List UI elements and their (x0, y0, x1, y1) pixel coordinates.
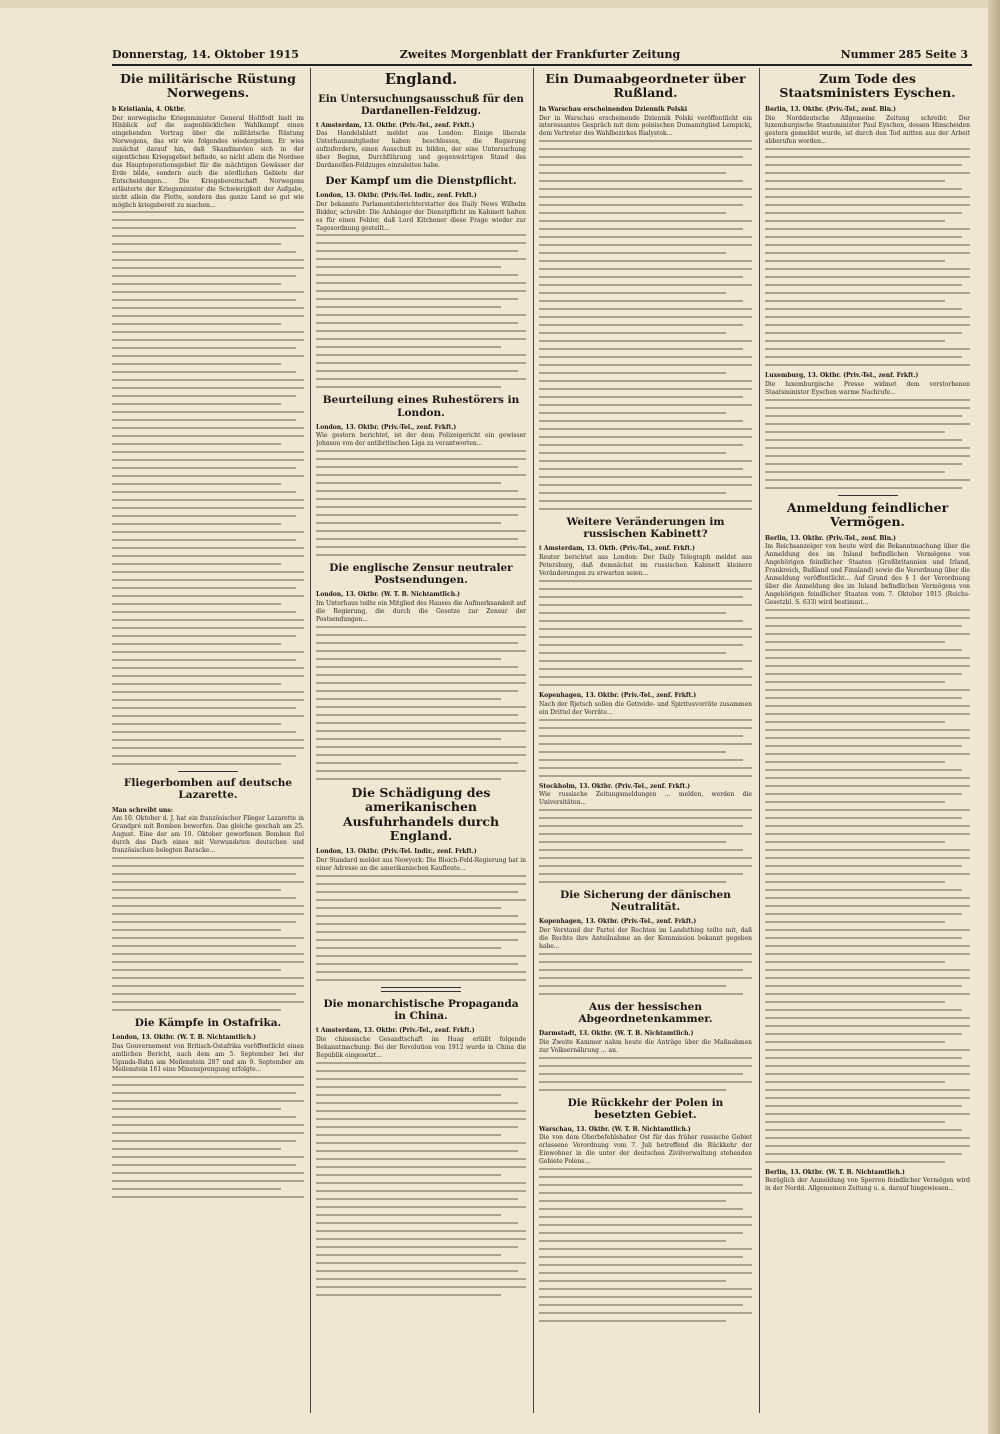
dateline: b Kristiania, 4. Oktbr. (112, 105, 186, 113)
headline: Der Kampf um die Dienstpflicht. (325, 175, 517, 187)
article-text: Wie russische Zeitungsmeldungen ... melden, werden die Universitäten... (539, 791, 752, 807)
headline: Ein Dumaabgeordneter über Rußland. (545, 71, 746, 101)
article-copenhagen (539, 692, 752, 777)
article-text: Das Gouvernement von Britisch-Ostafrika veröffentlicht einen amtlichen Bericht, nach dem am 5. September bei der Uganda-Bahn am Meilenstein 287 und am 9. September am Meilenstein 161 eine Minensprengung erfolgte... (112, 1042, 304, 1074)
article-text-continuation (316, 1062, 526, 1296)
article-norway (112, 72, 304, 765)
article-text-continuation (112, 857, 304, 1011)
article-text-continuation (316, 875, 526, 981)
headline: Die militärische Rüstung Norwegens. (120, 71, 296, 101)
article-text-continuation (539, 1057, 752, 1091)
article-poles-return (539, 1097, 752, 1323)
article-text: Nach der Rjetsch sollen die Getreide- und Spiritusvorräte zusammen ein Drittel der Vorräte... (539, 700, 752, 716)
article-text: Die Norddeutsche Allgemeine Zeitung schreibt: Der luxemburgische Staatsminister Paul Eyschen, dessen Hinscheiden gestern gemeldet wurde, ist durch den Tod mitten aus der Arbeit abberufen worden... (765, 114, 970, 146)
article-text-continuation (539, 580, 752, 686)
article-text: Der in Warschau erscheinende Dziennik Polski veröffentlicht ein interessantes Gespräch mit dem polnischen Dumamitglied Lempicki, dem Vertreter des Wahlbezirkes Bialystok... (539, 114, 752, 138)
headline: Die Rückkehr der Polen in besetzten Gebiet. (567, 1096, 724, 1121)
subhead: Ein Untersuchungsausschuß für den Dardanellen-Feldzug. (318, 93, 524, 117)
dateline: t Amsterdam, 13. Oktb. (Priv.-Tel., zenf. Frkft.) (539, 545, 695, 553)
page-right-edge (988, 0, 1000, 1434)
dateline: Warschau, 13. Oktbr. (W. T. B. Nichtamtlich.) (539, 1125, 691, 1133)
article-text-continuation (539, 1168, 752, 1322)
headline: Aus der hessischen Abgeordnetenkammer. (578, 1000, 713, 1025)
headline: Anmeldung feindlicher Vermögen. (786, 499, 949, 530)
headline: Die Schädigung des amerikanischen Ausfuhrhandels durch England. (342, 784, 500, 843)
article-text-continuation (539, 953, 752, 995)
article-text-continuation (316, 626, 526, 780)
column-2 (316, 70, 526, 1408)
headline: Weitere Veränderungen im russischen Kabinett? (566, 516, 725, 541)
article-luxemburg (765, 372, 970, 489)
article-china (316, 998, 526, 1296)
article-text: Die von dem Oberbefehlshaber Ost für das früher russische Gebiet erlassene Verordnung vom 7. Juli betreffend die Rückkehr der Einwohner in die unter der deutschen Zivilverwaltung stehenden Gebiete Polens... (539, 1134, 752, 1166)
dateline: Darmstadt, 13. Oktbr. (W. T. B. Nichtamtlich.) (539, 1029, 694, 1037)
article-text: Die chinesische Gesandtschaft im Haag erläßt folgende Bekanntmachung: Bei der Revolution von 1912 wurde in China die Republik eingesetzt... (316, 1035, 526, 1059)
article-text: Der Standard meldet aus Newyork: Die Bleich-Feld-Regierung hat in einer Adresse an die amerikanischen Kaufleute... (316, 857, 526, 873)
separator (838, 495, 898, 496)
article-text: Im Unterhaus teilte ein Mitglied des Hauses die Aufmerksamkeit auf die Regierung, die durch die Gesetze zur Zensur der Postsendungen... (316, 600, 526, 623)
column-rule (310, 68, 311, 1413)
article-london-trial (316, 394, 526, 556)
article-text: Am 10. Oktober d. J. hat ein französischer Flieger Lazarette in Grandpré mit Bomben beworfen. Das gleiche geschah am 25. August. Eine der am 10. Oktober geworfenen Bomben fiel durch das Dach eines mit Verwundeten deutschen und französischen belegten Baracke... (112, 815, 304, 854)
article-text-continuation (539, 719, 752, 777)
article-american-trade (316, 786, 526, 981)
article-text: Reuter berichtet aus London: Der Daily Telegraph meldet aus Petersburg, daß demnächst im russischen Kabinett kleinere Veränderungen zu erwarten seien... (539, 554, 752, 577)
article-text: Wie gestern berichtet, ist der dem Polizeigericht ein gewisser Johnson von der antibritischen Liga zu verantworten... (316, 432, 526, 448)
dateline: London, 13. Oktbr. (W. T. B. Nichtamtlich.) (316, 591, 460, 599)
article-stockholm (539, 783, 752, 884)
dateline: Kopenhagen, 13. Oktbr. (Priv.-Tel., zenf. Frkft.) (539, 691, 697, 699)
article-text-continuation (316, 234, 526, 388)
page-top-edge (0, 0, 1000, 8)
article-text: Der norwegische Kriegsminister General Holtfodt hielt im Hinblick auf die augenblicklichen Wahlkampf einen eingehenden Vortrag über die militärische Rüstung Norwegens, das wir wie folgendes wiedergeben. Er wies zunächst darauf hin, daß Skandinavien sich in der eigentlichen Kriegsgebiet befinde, so nicht allein die Nordsee das Hauptoperationsgebiet für die mächtigen Gewässer der Erde bilde, sondern auch die nördlichen Gebiete der Entscheidungen... Die Kriegsbereitschaft Norwegens erläuterte der Kriegsminister die Schwierigkeit der Aufgabe, nicht allein die Flotte, sondern das ganze Land so gut wie möglich kriegsbereit zu machen... (112, 114, 304, 209)
headline: Die englische Zensur neutraler Postsendungen. (329, 562, 513, 587)
article-berlin-note (765, 1169, 970, 1194)
subhead: Man schreibt uns: (112, 806, 174, 814)
dateline: In Warschau erscheinenden Dziennik Polski (539, 105, 688, 113)
separator (381, 987, 461, 992)
dateline: Luxemburg, 13. Oktbr. (Priv.-Tel., zenf. Frkft.) (765, 372, 919, 380)
headline: Zum Tode des Staatsministers Eyschen. (779, 71, 956, 101)
article-hesse (539, 1001, 752, 1091)
headline: England. (384, 71, 458, 88)
article-text: Das Handelsblatt meldet aus London: Einige liberale Unterhausmitglieder haben beschlossen, die Regierung aufzufordern, einen Ausschuß zu bilden, der eine Untersuchung über Beginn, Durchführung und gegenwärtigen Stand des Dardanellen-Feldzuges einzuleiten habe. (316, 130, 526, 170)
article-text-continuation (316, 450, 526, 556)
article-england (316, 72, 526, 170)
column-1 (112, 70, 304, 1408)
masthead-date: Donnerstag, 14. Oktober 1915 (112, 47, 299, 61)
article-text-continuation (539, 140, 752, 510)
article-text-continuation (112, 211, 304, 765)
article-east-africa (112, 1017, 304, 1198)
article-text-continuation (112, 1076, 304, 1198)
article-danish-neutrality (539, 889, 752, 995)
dateline: London, 13. Oktbr. (Priv.-Tel. Indir., zenf. Frkft.) (316, 848, 477, 856)
article-text: Der Vorstand der Partei der Rechten im Landsthing teilte mit, daß die Rechte ihre Anteilnahme an der Kommission bekannt gegeben habe... (539, 927, 752, 950)
article-text: Die luxemburgische Presse widmet dem verstorbenen Staatsminister Eyschen warme Nachrufe... (765, 380, 970, 396)
column-3 (539, 70, 752, 1408)
dateline: London, 13. Oktbr. (W. T. B. Nichtamtlich.) (112, 1033, 256, 1041)
article-text-continuation (539, 809, 752, 883)
column-4 (765, 70, 970, 1408)
article-text: Bezüglich der Anmeldung von Sperren feindlicher Vermögen wird in der Nordd. Allgemeinen Zeitung u. a. darauf hingewiesen... (765, 1177, 970, 1193)
article-text: Der bekannte Parlamentsberichterstatter des Daily News Wilhelm Bidder, schreibt: Die Anhänger der Dienstpflicht im Kabinett halten es für einen Fehler, daß Lord Kitchener diese Frage wieder zur Tagesordnung gestellt... (316, 200, 526, 232)
headline: Die monarchistische Propaganda in China. (323, 997, 519, 1023)
article-duma (539, 72, 752, 510)
dateline: Stockholm, 13. Oktbr. (Priv.-Tel., zenf. Frkft.) (539, 782, 691, 790)
article-conscription (316, 175, 526, 388)
article-text-continuation (765, 399, 970, 489)
article-text-continuation (765, 148, 970, 366)
dateline: London, 13. Oktbr. (Priv.-Tel., zenf. Frkft.) (316, 423, 457, 431)
article-text: Die Zweite Kammer nahm heute die Anträge über die Maßnahmen zur Volksernährung ... an. (539, 1038, 752, 1054)
column-rule (759, 68, 760, 1413)
headline: Die Sicherung der dänischen Neutralität. (560, 889, 731, 914)
dateline: Berlin, 13. Oktbr. (Priv.-Tel., zenf. Bln.) (765, 534, 896, 542)
dateline: t Amsterdam, 13. Oktbr. (Priv.-Tel., zenf. Frkft.) (316, 121, 475, 129)
headline: Die Kämpfe in Ostafrika. (134, 1016, 282, 1029)
masthead (112, 46, 968, 62)
article-cabinet (539, 516, 752, 686)
dateline: Berlin, 13. Oktbr. (W. T. B. Nichtamtlich.) (765, 1168, 905, 1176)
article-eyschen (765, 72, 970, 366)
masthead-page-number: Nummer 285 Seite 3 (840, 47, 968, 61)
article-censorship (316, 562, 526, 780)
separator (178, 771, 238, 772)
headline: Beurteilung eines Ruhestörers in London. (322, 394, 520, 419)
dateline: London, 13. Oktbr. (Priv.-Tel. Indir., zenf. Frkft.) (316, 192, 477, 200)
dateline: Kopenhagen, 13. Oktbr. (Priv.-Tel., zenf. Frkft.) (539, 918, 697, 926)
headline: Fliegerbomben auf deutsche Lazarette. (123, 777, 293, 802)
column-rule (533, 68, 534, 1413)
article-text: Im Reichsanzeiger von heute wird die Bekanntmachung über die Anmeldung des im Inland befindlichen Vermögens von Angehörigen feindlicher Staaten (Großbritannien und Irland, Frankreich, Rußland und Finnland) sowie die Verordnung über die Anmeldung veröffentlicht... Auf Grund des § 1 der Verordnung über die Anmeldung des im Inland befindlichen Vermögens von Angehörigen feindlicher Staaten vom 7. Oktober 1915 (Reichs-Gesetzbl. S. 633) wird bestimmt... (765, 543, 970, 606)
dateline: Berlin, 13. Oktbr. (Priv.-Tel., zenf. Bln.) (765, 105, 896, 113)
masthead-title: Zweites Morgenblatt der Frankfurter Zeitung (399, 47, 681, 61)
dateline: t Amsterdam, 13. Oktbr. (Priv.-Tel., zenf. Frkft.) (316, 1027, 475, 1035)
article-text-continuation (765, 609, 970, 1163)
article-hospitals (112, 777, 304, 1010)
article-enemy-assets (765, 501, 970, 1163)
masthead-rule (112, 64, 972, 66)
